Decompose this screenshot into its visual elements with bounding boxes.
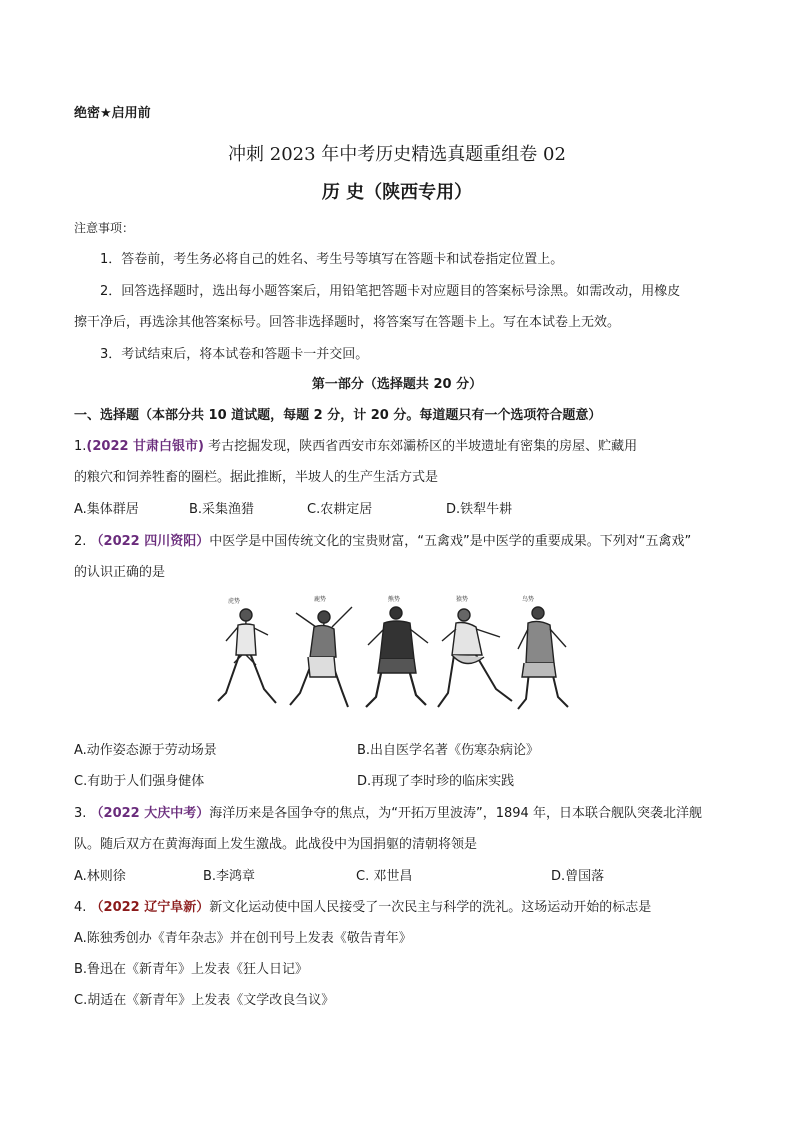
- notice-item-2: 2．回答选择题时，选出每小题答案后，用铅笔把答题卡对应题目的答案标号涂黑。如需改动，用橡皮: [100, 284, 681, 299]
- wuqinxi-illustration: [216, 593, 578, 715]
- q1-option-c: C.农耕定居: [307, 502, 373, 517]
- question-text: 中医学是中国传统文化的宝贵财富，“五禽戏”是中医学的重要成果。下列对“五禽戏”: [209, 534, 692, 549]
- notice-item-1: 1．答卷前，考生务必将自己的姓名、考生号等填写在答题卡和试卷指定位置上。: [100, 252, 564, 267]
- question-number: 3.: [74, 806, 87, 821]
- q2-option-d: D.再现了李时珍的临床实践: [357, 774, 515, 789]
- q4-option-b: B.鲁迅在《新青年》上发表《狂人日记》: [74, 962, 309, 977]
- figure-tiger: [218, 609, 276, 703]
- q2-option-b: B.出自医学名著《伤寒杂病论》: [357, 743, 540, 758]
- question-2-text-cont: 的认识正确的是: [74, 565, 166, 580]
- figure-label: 猿势: [456, 596, 469, 603]
- question-source: (2022 甘肃白银市): [86, 439, 204, 454]
- page-title: 冲刺 2023 年中考历史精选真题重组卷 02: [228, 144, 566, 165]
- notice-item-2-cont: 擦干净后，再选涂其他答案标号。回答非选择题时，将答案写在答题卡上。写在本试卷上无效。: [74, 315, 621, 330]
- question-source: （2022 大庆中考）: [90, 806, 210, 821]
- question-1: [74, 435, 637, 454]
- confidential-mark: 绝密★启用前: [74, 106, 151, 121]
- question-2: [74, 530, 691, 549]
- q3-option-c: C. 邓世昌: [356, 869, 413, 884]
- question-text: 考古挖掘发现，陕西省西安市东郊灞桥区的半坡遗址有密集的房屋、贮藏用: [204, 439, 638, 454]
- q4-option-c: C.胡适在《新青年》上发表《文学改良刍议》: [74, 993, 335, 1008]
- q3-option-d: D.曾国落: [551, 869, 605, 884]
- question-3: [74, 802, 702, 821]
- question-number: 4.: [74, 900, 87, 915]
- question-source: （2022 四川资阳）: [90, 534, 210, 549]
- q1-option-b: B.采集渔猎: [189, 502, 255, 517]
- notice-heading: 注意事项：: [74, 221, 135, 235]
- figure-bear: [366, 607, 428, 707]
- section-title: 一、选择题（本部分共 10 道试题，每题 2 分，计 20 分。每道题只有一个选项符合题意）: [74, 408, 602, 423]
- figure-label: 鹿势: [314, 596, 327, 603]
- q3-option-b: B.李鸿章: [203, 869, 256, 884]
- part1-heading: 第一部分（选择题共 20 分）: [311, 377, 483, 392]
- q3-option-a: A.林则徐: [74, 869, 126, 884]
- figure-label: 鸟势: [522, 596, 535, 603]
- q1-option-a: A.集体群居: [74, 502, 139, 517]
- question-4: [74, 896, 651, 915]
- q2-option-a: A.动作姿态源于劳动场景: [74, 743, 217, 758]
- figure-deer: [290, 607, 352, 707]
- q1-option-d: D.铁犁牛耕: [446, 502, 513, 517]
- page-subtitle: 历 史（陕西专用）: [321, 182, 473, 203]
- figure-bird: [518, 607, 568, 709]
- question-1-text-cont: 的粮穴和饲养牲畜的圈栏。据此推断，半坡人的生产生活方式是: [74, 470, 439, 485]
- question-source: （2022 辽宁阜新）: [90, 900, 210, 915]
- question-number: 1.: [74, 439, 87, 454]
- question-3-text-cont: 队。随后双方在黄海海面上发生激战。此战役中为国捐躯的清朝将领是: [74, 837, 478, 852]
- question-number: 2.: [74, 534, 87, 549]
- figure-label: 熊势: [388, 596, 401, 603]
- q4-option-a: A.陈独秀创办《青年杂志》并在创刊号上发表《敬告青年》: [74, 931, 412, 946]
- notice-item-3: 3．考试结束后，将本试卷和答题卡一并交回。: [100, 347, 369, 362]
- q2-option-c: C.有助于人们强身健体: [74, 774, 205, 789]
- figure-label: 虎势: [228, 598, 241, 605]
- figure-ape: [438, 609, 512, 707]
- question-text: 新文化运动使中国人民接受了一次民主与科学的洗礼。这场运动开始的标志是: [209, 900, 652, 915]
- question-text: 海洋历来是各国争夺的焦点，为“开拓万里波涛”，1894 年，日本联合舰队突袭北洋舰: [209, 806, 702, 821]
